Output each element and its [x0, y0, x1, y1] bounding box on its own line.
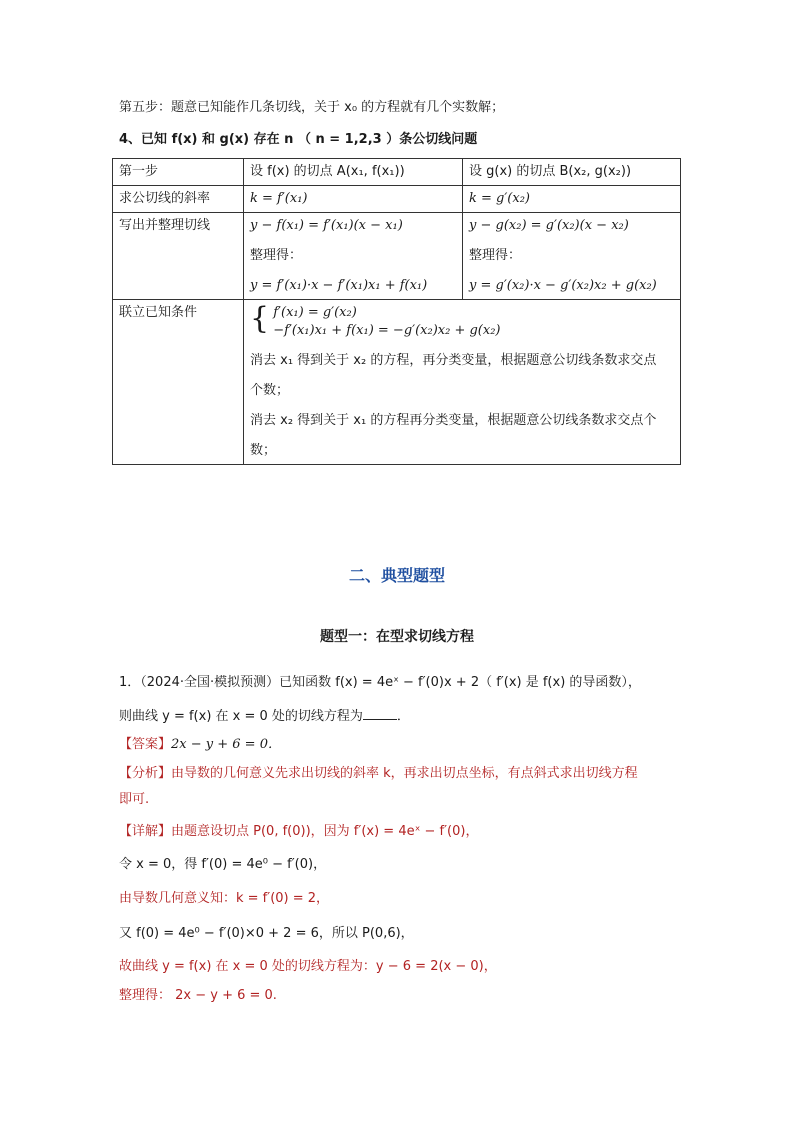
table-cell: 写出并整理切线 [113, 213, 244, 300]
detail-line-3: 由导数几何意义知：k = f′(0) = 2， [119, 891, 330, 906]
table-cell: 第一步 [113, 159, 244, 186]
table-row [113, 300, 681, 465]
system-eq-2: −f′(x₁)x₁ + f(x₁) = −g′(x₂)x₂ + g(x₂) [273, 323, 501, 338]
method-text-2: 个数； [250, 383, 290, 398]
equation-system [250, 301, 674, 340]
answer-line [119, 736, 281, 754]
simplify-label: 整理得： [250, 248, 303, 263]
method-text-1: 消去 x₁ 得到关于 x₂ 的方程，再分类变量，根据题意公切线条数求交点 [250, 353, 657, 368]
simplify-label: 整理得： [469, 248, 522, 263]
answer-value: 2x − y + 6 = 0． [171, 737, 281, 752]
table-cell [463, 213, 681, 300]
detail-label: 【详解】 [119, 824, 172, 839]
table-cell [244, 300, 681, 465]
detail-line-1 [119, 823, 478, 841]
table-row [113, 186, 681, 213]
analysis-line-2: 即可. [119, 792, 150, 807]
answer-blank [363, 707, 397, 720]
table-cell [244, 213, 463, 300]
brace-icon: { [250, 301, 270, 336]
detail-line-6: 整理得： 2x − y + 6 = 0. [119, 988, 277, 1003]
table-cell [244, 186, 463, 213]
step5-text: 第五步：题意已知能作几条切线，关于 x₀ 的方程就有几个实数解； [119, 100, 505, 115]
problem-line-1: 1．（2024·全国·模拟预测）已知函数 f(x) = 4eˣ − f′(0)x + 2（ f′(x) 是 f(x) 的导函数）， [119, 675, 641, 690]
method-text-4: 数； [250, 443, 277, 458]
table-cell: 设 f(x) 的切点 A(x₁, f(x₁)) [244, 159, 463, 186]
heading-4: 4、已知 f(x) 和 g(x) 存在 n （ n = 1,2,3 ）条公切线问题 [119, 132, 478, 147]
slope-f: k = f′(x₁) [250, 191, 308, 206]
analysis-line-1 [119, 765, 638, 783]
table-row [113, 159, 681, 186]
tangent-g-line: y − g(x₂) = g′(x₂)(x − x₂) [469, 218, 629, 233]
table-cell: 设 g(x) 的切点 B(x₂, g(x₂)) [463, 159, 681, 186]
detail-line-5: 故曲线 y = f(x) 在 x = 0 处的切线方程为：y − 6 = 2(x − 0)， [119, 959, 497, 974]
tangent-g-simplified: y = g′(x₂)·x − g′(x₂)x₂ + g(x₂) [469, 278, 657, 293]
table-cell: 联立已知条件 [113, 300, 244, 465]
system-eq-1: f′(x₁) = g′(x₂) [273, 305, 357, 320]
section-title: 二、典型题型 [348, 566, 445, 585]
table-cell [463, 186, 681, 213]
tangent-f-simplified: y = f′(x₁)·x − f′(x₁)x₁ + f(x₁) [250, 278, 428, 293]
method-text-3: 消去 x₂ 得到关于 x₁ 的方程再分类变量，根据题意公切线条数求交点个 [250, 413, 657, 428]
analysis-text: 由导数的几何意义先求出切线的斜率 k，再求出切点坐标，有点斜式求出切线方程 [171, 766, 638, 781]
problem-line-2 [119, 707, 410, 726]
tangent-f-line: y − f(x₁) = f′(x₁)(x − x₁) [250, 218, 403, 233]
subsection-title: 题型一：在型求切线方程 [320, 629, 474, 645]
problem-question: 则曲线 y = f(x) 在 x = 0 处的切线方程为 [119, 709, 363, 724]
table-cell: 求公切线的斜率 [113, 186, 244, 213]
detail-line-2: 令 x = 0，得 f′(0) = 4e⁰ − f′(0)， [119, 857, 327, 872]
problem-period: ． [396, 709, 410, 724]
table-row [113, 213, 681, 300]
answer-label: 【答案】 [119, 737, 172, 752]
slope-g: k = g′(x₂) [469, 191, 530, 206]
detail-line-4: 又 f(0) = 4e⁰ − f′(0)×0 + 2 = 6，所以 P(0,6)， [119, 926, 414, 941]
common-tangent-table [112, 158, 681, 465]
detail-text: 由题意设切点 P(0, f(0))，因为 f′(x) = 4eˣ − f′(0)， [171, 824, 479, 839]
analysis-label: 【分析】 [119, 766, 172, 781]
